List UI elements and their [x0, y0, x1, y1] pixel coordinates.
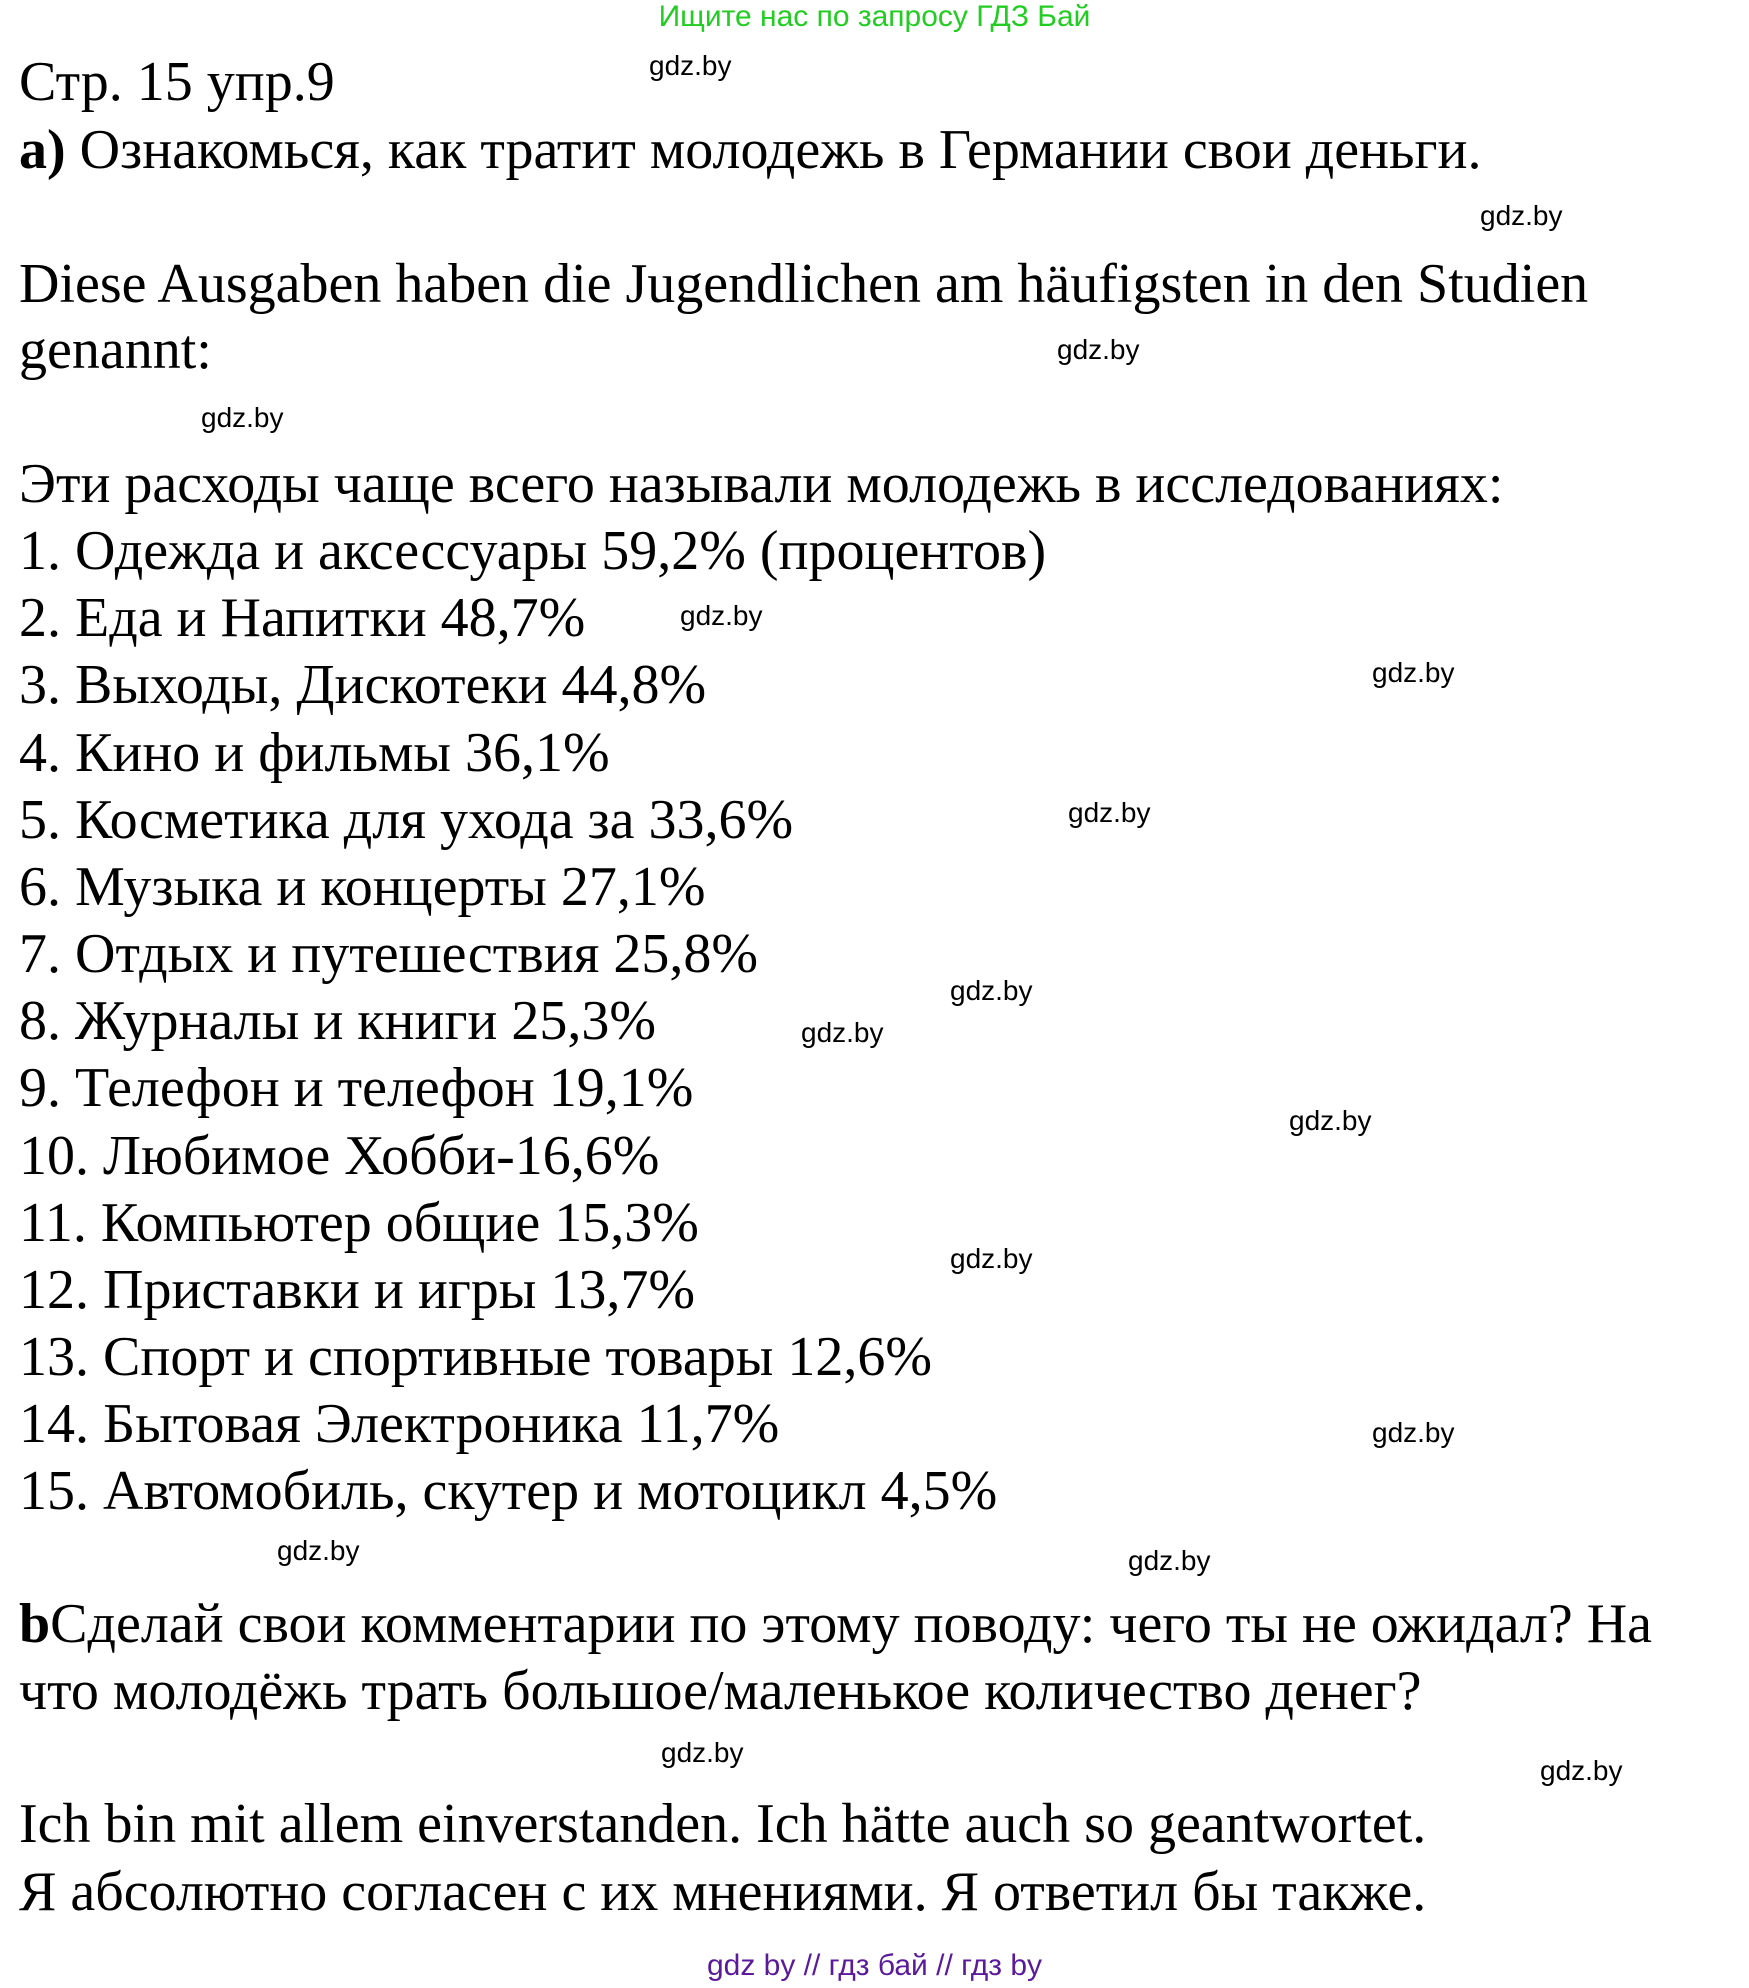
list-item: 5. Косметика для ухода за 33,6%	[19, 789, 794, 851]
answer-russian: Я абсолютно согласен с их мнениями. Я ответил бы также.	[19, 1861, 1427, 1923]
german-intro-line: Diese Ausgaben haben die Jugendlichen am häufigsten in den Studien	[19, 253, 1589, 315]
list-item: 7. Отдых и путешествия 25,8%	[19, 923, 759, 985]
list-item: 13. Спорт и спортивные товары 12,6%	[19, 1326, 933, 1388]
watermark: gdz.by	[661, 1737, 744, 1768]
watermark: gdz.by	[277, 1535, 360, 1566]
list-item: 3. Выходы, Дискотеки 44,8%	[19, 654, 707, 716]
watermark: gdz.by	[1289, 1105, 1372, 1136]
search-banner: Ищите нас по запросу ГДЗ Бай	[658, 0, 1091, 33]
task-a-label: а)	[19, 119, 66, 181]
watermark: gdz.by	[950, 975, 1033, 1006]
watermark: gdz.by	[1480, 200, 1563, 231]
watermark: gdz.by	[649, 50, 732, 81]
watermark: gdz.by	[1372, 657, 1455, 688]
watermark: gdz.by	[201, 402, 284, 433]
watermark: gdz.by	[1068, 797, 1151, 828]
list-item: 12. Приставки и игры 13,7%	[19, 1259, 696, 1321]
task-b	[19, 1591, 1652, 1658]
watermark: gdz.by	[801, 1017, 884, 1048]
list-item: 11. Компьютер общие 15,3%	[19, 1192, 699, 1254]
watermark: gdz.by	[1540, 1755, 1623, 1786]
watermark: gdz.by	[1128, 1545, 1211, 1576]
list-item: 6. Музыка и концерты 27,1%	[19, 856, 706, 918]
task-b-label: b	[19, 1593, 51, 1655]
task-a	[19, 117, 1482, 184]
answer-german: Ich bin mit allem einverstanden. Ich hätte auch so geantwortet.	[19, 1793, 1427, 1855]
russian-intro: Эти расходы чаще всего называли молодежь в исследованиях:	[19, 453, 1504, 515]
watermark: gdz.by	[1372, 1417, 1455, 1448]
list-item: 8. Журналы и книги 25,3%	[19, 990, 657, 1052]
task-a-text: Ознакомься, как тратит молодежь в Германии свои деньги.	[65, 119, 1482, 181]
task-b-line: что молодёжь трать большое/маленькое количество денег?	[19, 1660, 1422, 1722]
list-item: 9. Телефон и телефон 19,1%	[19, 1057, 694, 1119]
list-item: 14. Бытовая Электроника 11,7%	[19, 1393, 780, 1455]
list-item: 4. Кино и фильмы 36,1%	[19, 722, 610, 784]
watermark: gdz.by	[680, 600, 763, 631]
list-item: 2. Еда и Напитки 48,7%	[19, 587, 586, 649]
footer-links: gdz by // гдз бай // гдз by	[706, 1949, 1043, 1982]
list-item: 15. Автомобиль, скутер и мотоцикл 4,5%	[19, 1460, 998, 1522]
task-b-text: Сделай свои комментарии по этому поводу: чего ты не ожидал? На	[50, 1593, 1653, 1655]
german-intro-line: genannt:	[19, 319, 212, 381]
page-title: Стр. 15 упр.9	[19, 51, 335, 113]
watermark: gdz.by	[1057, 334, 1140, 365]
list-item: 1. Одежда и аксессуары 59,2% (процентов)	[19, 520, 1047, 582]
list-item: 10. Любимое Хобби-16,6%	[19, 1125, 660, 1187]
watermark: gdz.by	[950, 1243, 1033, 1274]
